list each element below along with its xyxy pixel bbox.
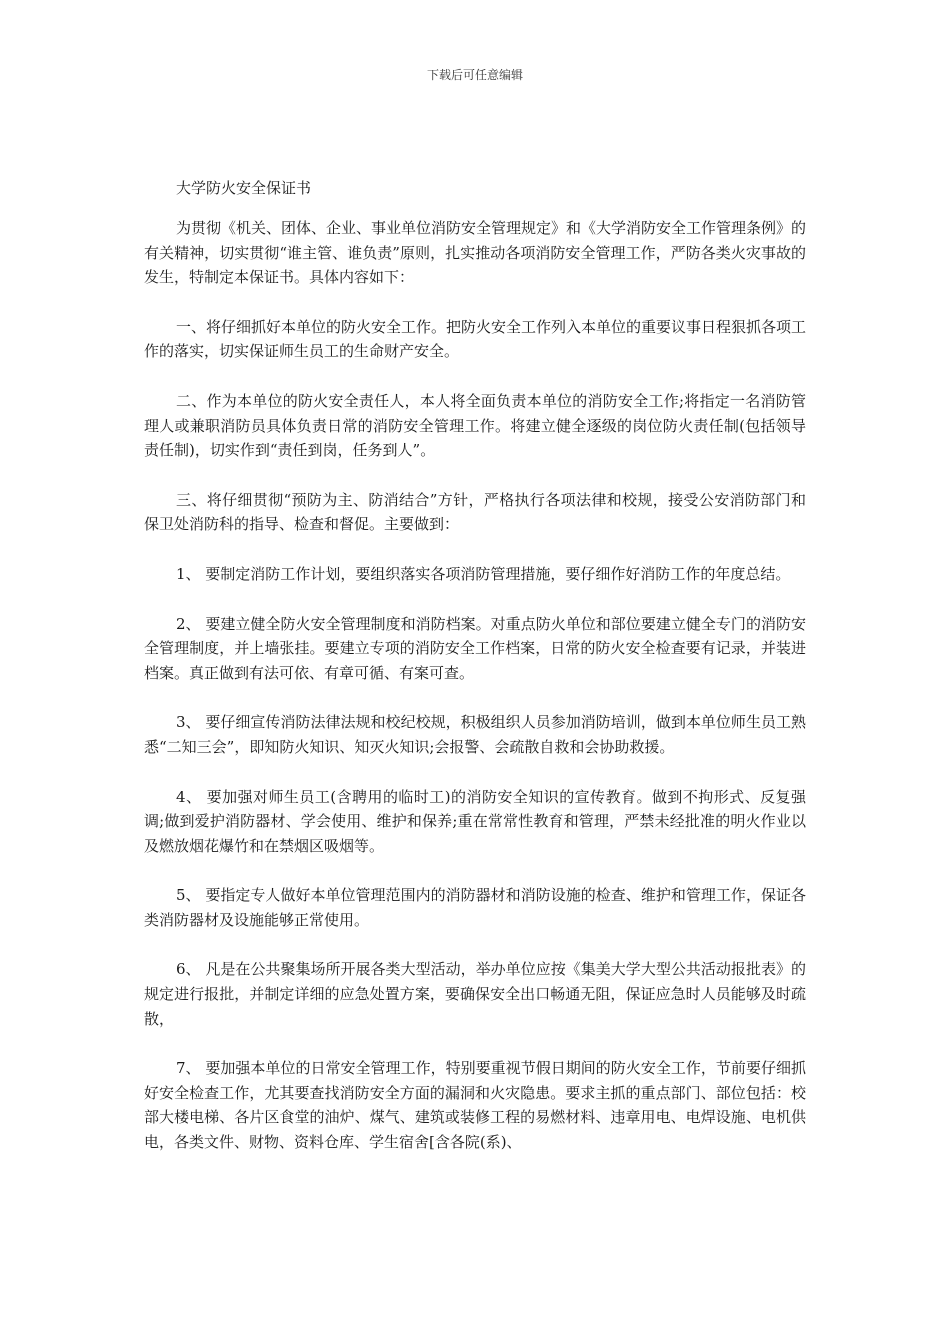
paragraph-item-5: 5、 要指定专人做好本单位管理范围内的消防器材和消防设施的检查、维护和管理工作，保证各类消防器材及设施能够正常使用。 <box>144 886 806 929</box>
document-title: 大学防火安全保证书 <box>176 179 312 197</box>
paragraph-item-6: 6、 凡是在公共聚集场所开展各类大型活动，举办单位应按《集美大学大型公共活动报批表》的规定进行报批，并制定详细的应急处置方案，要确保安全出口畅通无阻，保证应急时人员能够及时疏散， <box>144 960 806 1028</box>
paragraph-item-4: 4、 要加强对师生员工(含聘用的临时工)的消防安全知识的宣传教育。做到不拘形式、反复强调;做到爱护消防器材、学会使用、维护和保养;重在常常性教育和管理，严禁未经批准的明火作业以及燃放烟花爆竹和在禁烟区吸烟等。 <box>144 787 806 855</box>
page-header-note: 下载后可任意编辑 <box>426 68 523 82</box>
paragraph-2: 二、作为本单位的防火安全责任人，本人将全面负责本单位的消防安全工作;将指定一名消防管理人或兼职消防员具体负责日常的消防安全管理工作。将建立健全逐级的岗位防火责任制(包括领导责任制)，切实作到“责任到岗，任务到人”。 <box>144 391 806 460</box>
paragraph-item-1: 1、 要制定消防工作计划，要组织落实各项消防管理措施，要仔细作好消防工作的年度总结。 <box>176 564 791 583</box>
paragraph-item-2: 2、 要建立健全防火安全管理制度和消防档案。对重点防火单位和部位要建立健全专门的消防安全管理制度，并上墙张挂。要建立专项的消防安全工作档案，日常的防火安全检查要有记录，并装进档案。真正做到有法可依、有章可循、有案可查。 <box>144 614 806 682</box>
paragraph-3: 三、将仔细贯彻“预防为主、防消结合”方针，严格执行各项法律和校规，接受公安消防部门和保卫处消防科的指导、检查和督促。主要做到： <box>144 490 806 534</box>
paragraph-item-3: 3、 要仔细宣传消防法律法规和校纪校规，积极组织人员参加消防培训，做到本单位师生员工熟悉“二知三会”，即知防火知识、知灭火知识;会报警、会疏散自救和会协助救援。 <box>144 713 806 756</box>
document-body <box>144 176 806 1180</box>
paragraph-item-7: 7、 要加强本单位的日常安全管理工作，特别要重视节假日期间的防火安全工作，节前要仔细抓好安全检查工作，尤其要查找消防安全方面的漏洞和火灾隐患。要求主抓的重点部门、部位包括：校部大楼电梯、各片区食堂的油炉、煤气、建筑或装修工程的易燃材料、违章用电、电焊设施、电机供电，各类文件、财物、资料仓库、学生宿舍[含各院(系)、 <box>144 1059 806 1152</box>
paragraph-intro: 为贯彻《机关、团体、企业、事业单位消防安全管理规定》和《大学消防安全工作管理条例》的有关精神，切实贯彻“谁主管、谁负责”原则，扎实推动各项消防安全管理工作，严防各类火灾事故的发生，特制定本保证书。具体内容如下： <box>144 219 807 287</box>
paragraph-1: 一、将仔细抓好本单位的防火安全工作。把防火安全工作列入本单位的重要议事日程狠抓各项工作的落实，切实保证师生员工的生命财产安全。 <box>144 317 807 361</box>
